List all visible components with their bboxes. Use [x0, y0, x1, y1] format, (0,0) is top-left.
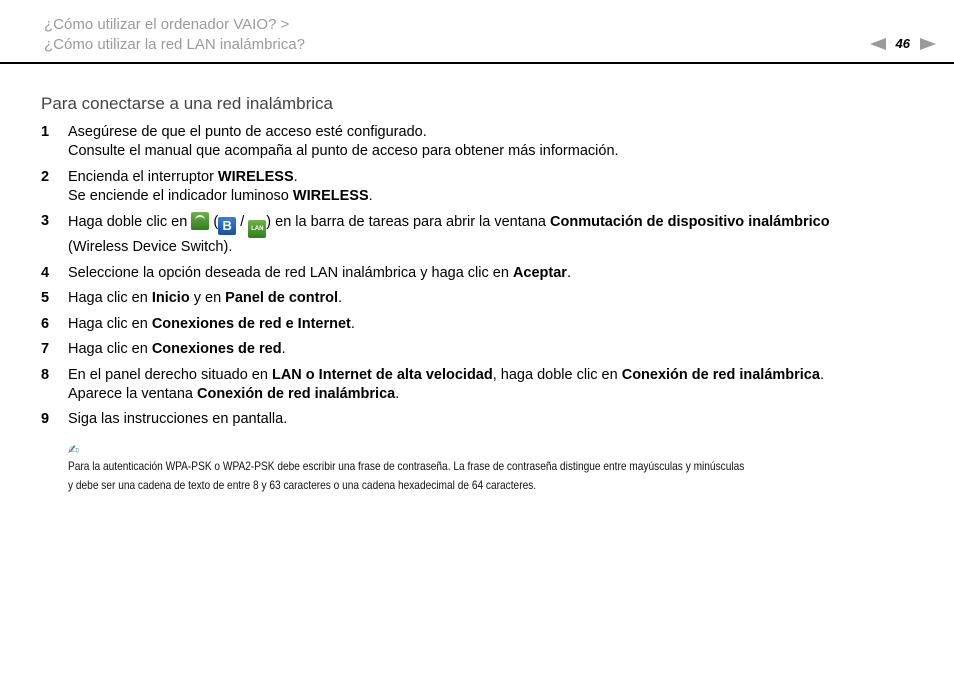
page-navigation: [870, 36, 936, 51]
step-1: [41, 123, 921, 161]
page-number: 46: [895, 36, 910, 51]
step-text: .: [281, 341, 286, 357]
steps-list: [41, 123, 921, 436]
step-text: Haga clic en: [68, 290, 152, 306]
step-text: Aparece la ventana: [68, 385, 197, 402]
step-text: Haga clic en: [68, 315, 152, 332]
step-number: 6: [41, 315, 50, 332]
wireless-icon: [191, 212, 209, 230]
step-bold-text: Panel de control: [225, 290, 338, 306]
step-number: 1: [41, 124, 50, 140]
step-text: .: [395, 385, 400, 402]
note-text: [68, 457, 919, 495]
step-4: [41, 264, 921, 283]
note-line: Para la autenticación WPA-PSK o WPA2-PSK debe escribir una frase de contraseña. La frase de contraseña distingue entre mayúsculas y minúsculas: [68, 459, 745, 473]
note-box: [68, 443, 918, 495]
step-text: .: [350, 315, 355, 332]
header-divider: [0, 62, 954, 64]
step-bold-text: LAN o Internet de alta velocidad: [271, 366, 493, 383]
step-number: 5: [41, 290, 50, 306]
step-bold-text: Conexión de red inalámbrica: [196, 385, 396, 402]
step-bold-text: Conmutación de dispositivo inalámbrico: [550, 214, 830, 230]
step-text: .: [337, 290, 343, 306]
step-7: [41, 340, 921, 359]
step-text: .: [293, 168, 298, 185]
step-bold-text: Conexión de red inalámbrica: [621, 366, 820, 383]
step-text: y en: [189, 290, 226, 306]
step-number: 7: [41, 341, 50, 357]
step-text: Asegúrese de que el punto de acceso esté configurado.: [68, 124, 427, 140]
step-text: .: [819, 366, 824, 383]
step-text: (: [209, 214, 219, 230]
breadcrumb: [44, 15, 305, 55]
step-text: Se enciende el indicador luminoso: [68, 187, 293, 204]
breadcrumb-line-2[interactable]: ¿Cómo utilizar la red LAN inalámbrica?: [44, 36, 305, 53]
previous-page-icon[interactable]: [870, 38, 886, 50]
note-pencil-icon: ✍: [68, 442, 79, 457]
step-bold-text: Aceptar: [512, 264, 567, 281]
note-line: y debe ser una cadena de texto de entre 8 y 63 caracteres o una cadena hexadecimal de 64 caracteres.: [68, 478, 537, 492]
step-text: , haga doble clic en: [492, 366, 622, 383]
step-5: [41, 289, 921, 308]
step-8: [41, 366, 921, 404]
step-text: Consulte el manual que acompaña al punto de acceso para obtener más información.: [68, 143, 619, 159]
step-bold-text: Inicio: [151, 290, 190, 306]
lan-icon: LAN: [248, 220, 266, 238]
page-header: [0, 0, 954, 64]
step-number: 8: [41, 366, 50, 383]
step-number: 2: [41, 168, 50, 185]
step-text: Siga las instrucciones en pantalla.: [68, 411, 288, 427]
step-text: .: [566, 264, 571, 281]
step-2: [41, 168, 921, 206]
step-text: Encienda el interruptor: [68, 168, 218, 185]
step-bold-text: WIRELESS: [217, 168, 294, 185]
step-text: En el panel derecho situado en: [68, 366, 272, 383]
step-text: Seleccione la opción deseada de red LAN inalámbrica y haga clic en: [68, 264, 513, 281]
step-text: Haga doble clic en: [68, 214, 192, 230]
step-3: [41, 212, 921, 257]
step-text: .: [368, 187, 373, 204]
step-number: 3: [41, 213, 50, 229]
step-text: ) en la barra de tareas para abrir la ventana: [266, 214, 551, 230]
next-page-icon[interactable]: [920, 38, 936, 50]
bluetooth-icon: B: [218, 217, 236, 235]
step-bold-text: Conexiones de red: [151, 341, 282, 357]
step-text: /: [236, 214, 249, 230]
step-9: [41, 410, 921, 429]
step-text: Haga clic en: [68, 341, 152, 357]
step-6: [41, 315, 921, 334]
section-title: Para conectarse a una red inalámbrica: [41, 94, 333, 113]
step-number: 9: [41, 411, 50, 427]
step-number: 4: [41, 264, 50, 281]
step-bold-text: WIRELESS: [292, 187, 369, 204]
breadcrumb-line-1[interactable]: ¿Cómo utilizar el ordenador VAIO? >: [44, 16, 290, 33]
step-bold-text: Conexiones de red e Internet: [151, 315, 351, 332]
step-text: (Wireless Device Switch).: [68, 239, 233, 255]
